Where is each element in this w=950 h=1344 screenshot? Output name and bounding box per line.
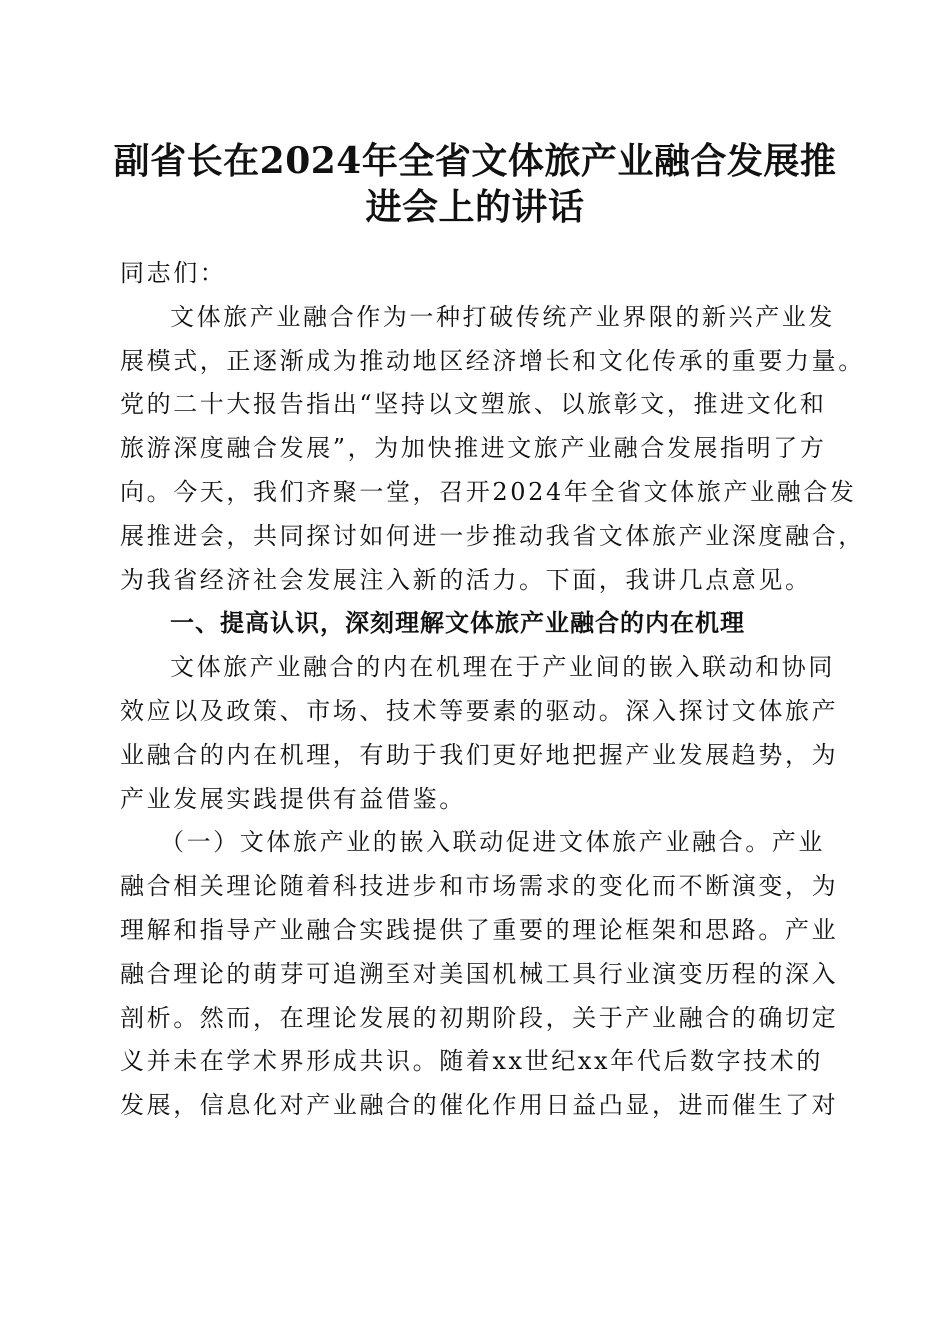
paragraph-line: 融合理论的萌芽可追溯至对美国机械工具行业演变历程的深入 bbox=[120, 959, 839, 988]
paragraph-line: 融合相关理论随着科技进步和市场需求的变化而不断演变，为 bbox=[120, 872, 839, 901]
paragraph-line: 展模式，正逐渐成为推动地区经济增长和文化传承的重要力量。 bbox=[120, 346, 865, 375]
document-body bbox=[120, 252, 865, 1128]
paragraph-line: 文体旅产业融合作为一种打破传统产业界限的新兴产业发 bbox=[170, 302, 835, 331]
paragraph-line: 业融合的内在机理，有助于我们更好地把握产业发展趋势，为 bbox=[120, 740, 839, 769]
paragraph-line: 旅游深度融合发展”，为加快推进文旅产业融合发展指明了方 bbox=[120, 434, 827, 463]
paragraph-line: 文体旅产业融合的内在机理在于产业间的嵌入联动和协同 bbox=[170, 653, 835, 682]
paragraph-line: 产业发展实践提供有益借鉴。 bbox=[120, 784, 466, 813]
paragraph-line: 发展，信息化对产业融合的催化作用日益凸显，进而催生了对 bbox=[120, 1091, 839, 1120]
title-line: 进会上的讲话 bbox=[365, 186, 585, 228]
paragraph-line: 效应以及政策、市场、技术等要素的驱动。深入探讨文体旅产 bbox=[120, 696, 839, 725]
paragraph-line: 党的二十大报告指出“坚持以文塑旅、以旅彰文，推进文化和 bbox=[120, 390, 827, 419]
paragraph-line: 理解和指导产业融合实践提供了重要的理论框架和思路。产业 bbox=[120, 915, 839, 944]
paragraph-line: 向。今天，我们齐聚一堂，召开2024年全省文体旅产业融合发 bbox=[120, 477, 857, 506]
section-heading: 一、提高认识，深刻理解文体旅产业融合的内在机理 bbox=[170, 609, 745, 638]
paragraph-line: 为我省经济社会发展注入新的活力。下面，我讲几点意见。 bbox=[120, 565, 812, 594]
salutation: 同志们： bbox=[120, 259, 227, 287]
title-line: 副省长在2024年全省文体旅产业融合发展推 bbox=[113, 140, 837, 182]
paragraph-line: （一）文体旅产业的嵌入联动促进文体旅产业融合。产业 bbox=[160, 828, 825, 857]
document-title bbox=[110, 138, 840, 230]
paragraph-line: 展推进会，共同探讨如何进一步推动我省文体旅产业深度融合， bbox=[120, 521, 865, 550]
paragraph-line: 义并未在学术界形成共识。随着xx世纪xx年代后数字技术的 bbox=[120, 1047, 823, 1076]
paragraph-line: 剖析。然而，在理论发展的初期阶段，关于产业融合的确切定 bbox=[120, 1003, 839, 1032]
